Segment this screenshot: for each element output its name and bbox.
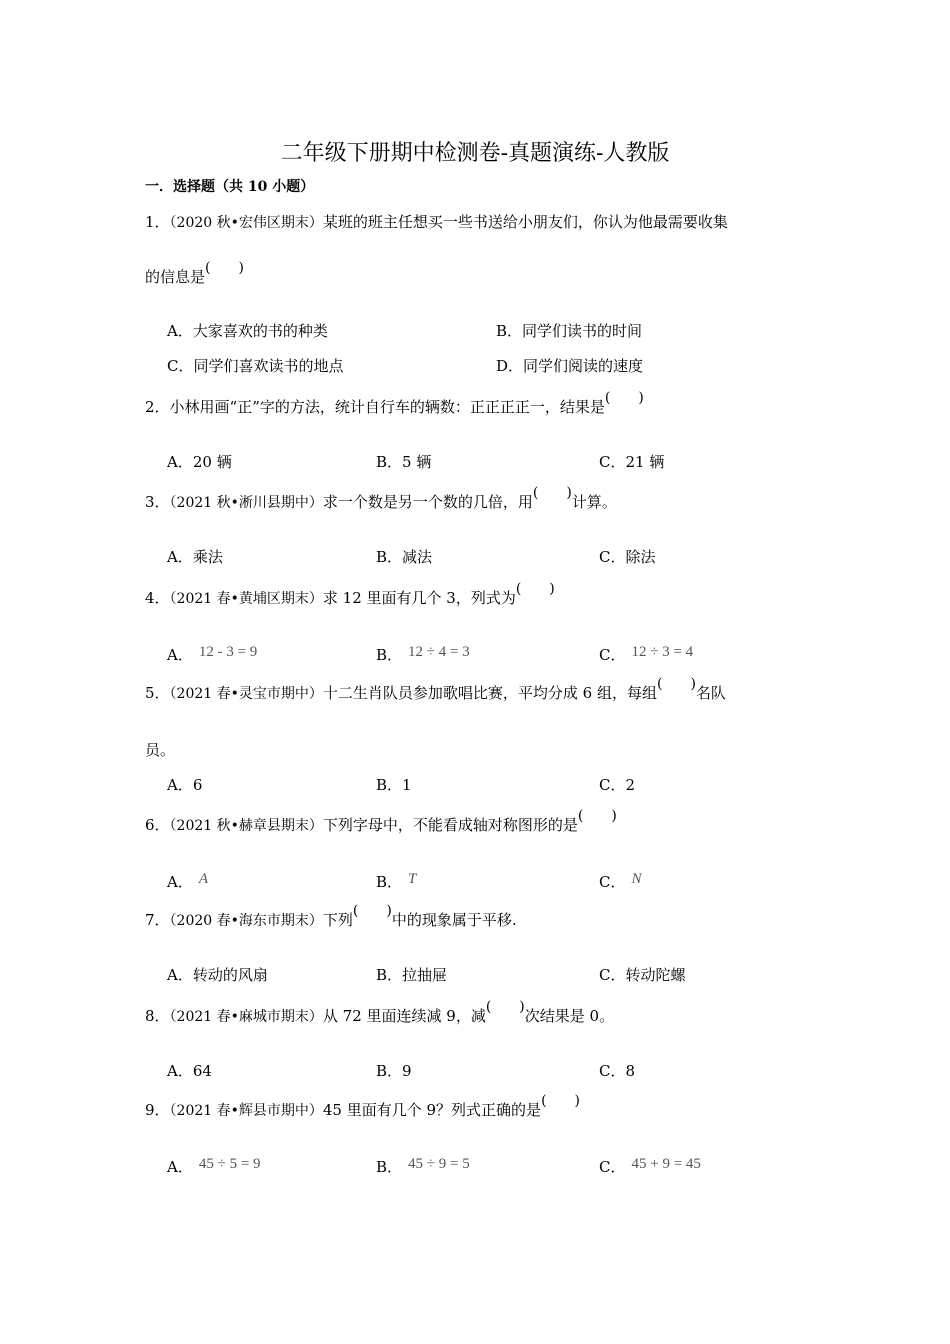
option-label: B． bbox=[376, 776, 403, 794]
option-text: 大家喜欢的书的种类 bbox=[192, 322, 328, 340]
option-a bbox=[167, 645, 257, 666]
option-b bbox=[376, 645, 470, 666]
option-label: B． bbox=[376, 1062, 403, 1080]
option-label: A． bbox=[167, 322, 193, 340]
question-source: （2021 春•灵宝市期中） bbox=[169, 686, 323, 702]
question-text: 从 72 里面连续减 9，减 bbox=[322, 1007, 486, 1025]
answer-blank: ( ) bbox=[485, 999, 525, 1015]
answer-blank: ( ) bbox=[577, 808, 617, 824]
option-text: 除法 bbox=[625, 548, 656, 566]
option-b bbox=[376, 452, 431, 472]
option-label: C． bbox=[599, 1158, 626, 1176]
option-b bbox=[376, 1157, 470, 1178]
question-5 bbox=[145, 676, 726, 704]
option-text: 64 bbox=[192, 1062, 212, 1080]
option-c bbox=[599, 645, 693, 666]
question-number: 6． bbox=[145, 816, 170, 834]
option-b bbox=[376, 547, 432, 567]
question-source: （2021 秋•赫章县期末） bbox=[169, 818, 323, 834]
option-formula: 12 ÷ 3 = 4 bbox=[631, 644, 694, 660]
option-label: D． bbox=[496, 357, 524, 375]
option-text: 减法 bbox=[402, 548, 433, 566]
option-label: B． bbox=[376, 873, 403, 891]
question-2 bbox=[145, 390, 644, 418]
question-source: （2020 秋•宏伟区期末） bbox=[169, 215, 323, 231]
option-label: A． bbox=[167, 966, 193, 984]
option-text: 5 辆 bbox=[402, 453, 432, 471]
option-b bbox=[376, 1061, 412, 1081]
option-text: 乘法 bbox=[192, 548, 223, 566]
option-formula: 12 ÷ 4 = 3 bbox=[408, 644, 470, 660]
section-heading: 一．选择题（共 10 小题） bbox=[145, 179, 315, 195]
question-text: 小林用画“正”字的方法，统计自行车的辆数：正正正正一，结果是 bbox=[169, 398, 605, 416]
option-label: B． bbox=[376, 966, 403, 984]
answer-blank: ( ) bbox=[532, 485, 572, 501]
option-label: A． bbox=[167, 453, 193, 471]
question-number: 9． bbox=[145, 1101, 170, 1119]
question-1 bbox=[145, 212, 728, 233]
page-title: 二年级下册期中检测卷-真题演练-人教版 bbox=[280, 141, 670, 166]
question-number: 5． bbox=[145, 684, 170, 702]
option-c bbox=[599, 965, 686, 985]
question-3 bbox=[145, 485, 617, 513]
option-a bbox=[167, 452, 232, 472]
option-label: B． bbox=[376, 646, 403, 664]
question-number: 7． bbox=[145, 911, 170, 929]
option-text: 8 bbox=[625, 1062, 636, 1080]
question-text: 十二生肖队员参加歌唱比赛，平均分成 6 组，每组 bbox=[322, 684, 657, 702]
option-label: A． bbox=[167, 1158, 193, 1176]
question-text: 某班的班主任想买一些书送给小朋友们，你认为他最需要收集 bbox=[322, 213, 728, 231]
option-text: 同学们阅读的速度 bbox=[523, 357, 644, 375]
option-a bbox=[167, 1061, 212, 1081]
question-number: 2． bbox=[145, 398, 170, 416]
option-c bbox=[599, 775, 635, 795]
option-c bbox=[599, 1061, 635, 1081]
option-formula: N bbox=[631, 871, 642, 887]
question-9 bbox=[145, 1093, 580, 1121]
option-c bbox=[599, 452, 664, 472]
option-c bbox=[167, 356, 344, 376]
answer-blank: ( ) bbox=[656, 676, 696, 692]
question-text-after: 计算。 bbox=[571, 493, 617, 511]
option-a bbox=[167, 775, 202, 795]
option-formula: 45 ÷ 9 = 5 bbox=[408, 1156, 470, 1172]
option-d bbox=[496, 356, 643, 376]
option-a bbox=[167, 872, 208, 893]
question-1-line2 bbox=[145, 260, 244, 288]
option-formula: 12 - 3 = 9 bbox=[198, 644, 258, 660]
option-label: A． bbox=[167, 548, 193, 566]
question-text-after: 名队 bbox=[695, 684, 726, 702]
option-text: 2 bbox=[625, 776, 636, 794]
option-label: C． bbox=[599, 646, 626, 664]
option-label: C． bbox=[599, 776, 626, 794]
option-a bbox=[167, 965, 268, 985]
option-label: B． bbox=[376, 453, 403, 471]
answer-blank: ( ) bbox=[541, 1093, 580, 1109]
option-b bbox=[376, 872, 416, 893]
question-text: 45 里面有几个 9？列式正确的是 bbox=[322, 1101, 542, 1119]
question-source: （2021 秋•淅川县期中） bbox=[169, 495, 323, 511]
question-text-after: 中的现象属于平移. bbox=[391, 911, 517, 929]
option-label: C． bbox=[599, 966, 626, 984]
option-text: 20 辆 bbox=[192, 453, 232, 471]
question-8 bbox=[145, 999, 615, 1027]
question-text: 下列字母中，不能看成轴对称图形的是 bbox=[322, 816, 578, 834]
option-c bbox=[599, 872, 642, 893]
option-c bbox=[599, 1157, 701, 1178]
option-formula: A bbox=[198, 871, 209, 887]
option-text: 转动陀螺 bbox=[625, 966, 686, 984]
question-text: 求 12 里面有几个 3，列式为 bbox=[322, 589, 516, 607]
question-text: 求一个数是另一个数的几倍，用 bbox=[322, 493, 533, 511]
option-c bbox=[599, 547, 656, 567]
answer-blank: ( ) bbox=[352, 903, 392, 919]
option-text: 同学们喜欢读书的地点 bbox=[193, 357, 344, 375]
question-number: 1． bbox=[145, 213, 170, 231]
option-text: 1 bbox=[402, 776, 412, 794]
option-formula: 45 ÷ 5 = 9 bbox=[198, 1156, 261, 1172]
question-text: 下列 bbox=[322, 911, 353, 929]
option-label: B． bbox=[376, 548, 403, 566]
question-text-line2: 的信息是 bbox=[145, 268, 206, 286]
option-a bbox=[167, 547, 223, 567]
option-label: C． bbox=[599, 453, 626, 471]
option-a bbox=[167, 321, 328, 341]
question-source: （2021 春•麻城市期末） bbox=[169, 1009, 323, 1025]
question-7 bbox=[145, 903, 517, 931]
option-b bbox=[376, 775, 412, 795]
question-text-after: 次结果是 0。 bbox=[524, 1007, 615, 1025]
option-label: C． bbox=[167, 357, 194, 375]
question-number: 3． bbox=[145, 493, 170, 511]
answer-blank: ( ) bbox=[604, 390, 644, 406]
option-label: C． bbox=[599, 548, 626, 566]
option-label: C． bbox=[599, 873, 626, 891]
question-5-line2: 员。 bbox=[145, 741, 176, 759]
option-a bbox=[167, 1157, 261, 1178]
option-text: 拉抽屉 bbox=[402, 966, 448, 984]
option-text: 6 bbox=[192, 776, 203, 794]
option-formula: 45 + 9 = 45 bbox=[631, 1156, 701, 1172]
option-label: B． bbox=[376, 1158, 403, 1176]
option-formula: T bbox=[408, 871, 417, 887]
option-label: A． bbox=[167, 776, 193, 794]
option-b bbox=[496, 321, 642, 341]
option-b bbox=[376, 965, 447, 985]
option-text: 21 辆 bbox=[625, 453, 665, 471]
answer-blank: ( ) bbox=[515, 581, 555, 597]
option-label: A． bbox=[167, 646, 193, 664]
question-source: （2021 春•辉县市期中） bbox=[169, 1103, 323, 1119]
option-text: 同学们读书的时间 bbox=[522, 322, 643, 340]
option-label: C． bbox=[599, 1062, 626, 1080]
question-number: 8． bbox=[145, 1007, 170, 1025]
option-text: 9 bbox=[402, 1062, 412, 1080]
option-label: A． bbox=[167, 1062, 193, 1080]
question-source: （2020 春•海东市期末） bbox=[169, 913, 323, 929]
question-6 bbox=[145, 808, 617, 836]
option-label: A． bbox=[167, 873, 193, 891]
answer-blank: ( ) bbox=[205, 260, 244, 276]
option-label: B． bbox=[496, 322, 523, 340]
question-4 bbox=[145, 581, 555, 609]
question-source: （2021 春•黄埔区期末） bbox=[169, 591, 323, 607]
option-text: 转动的风扇 bbox=[192, 966, 268, 984]
question-number: 4． bbox=[145, 589, 170, 607]
